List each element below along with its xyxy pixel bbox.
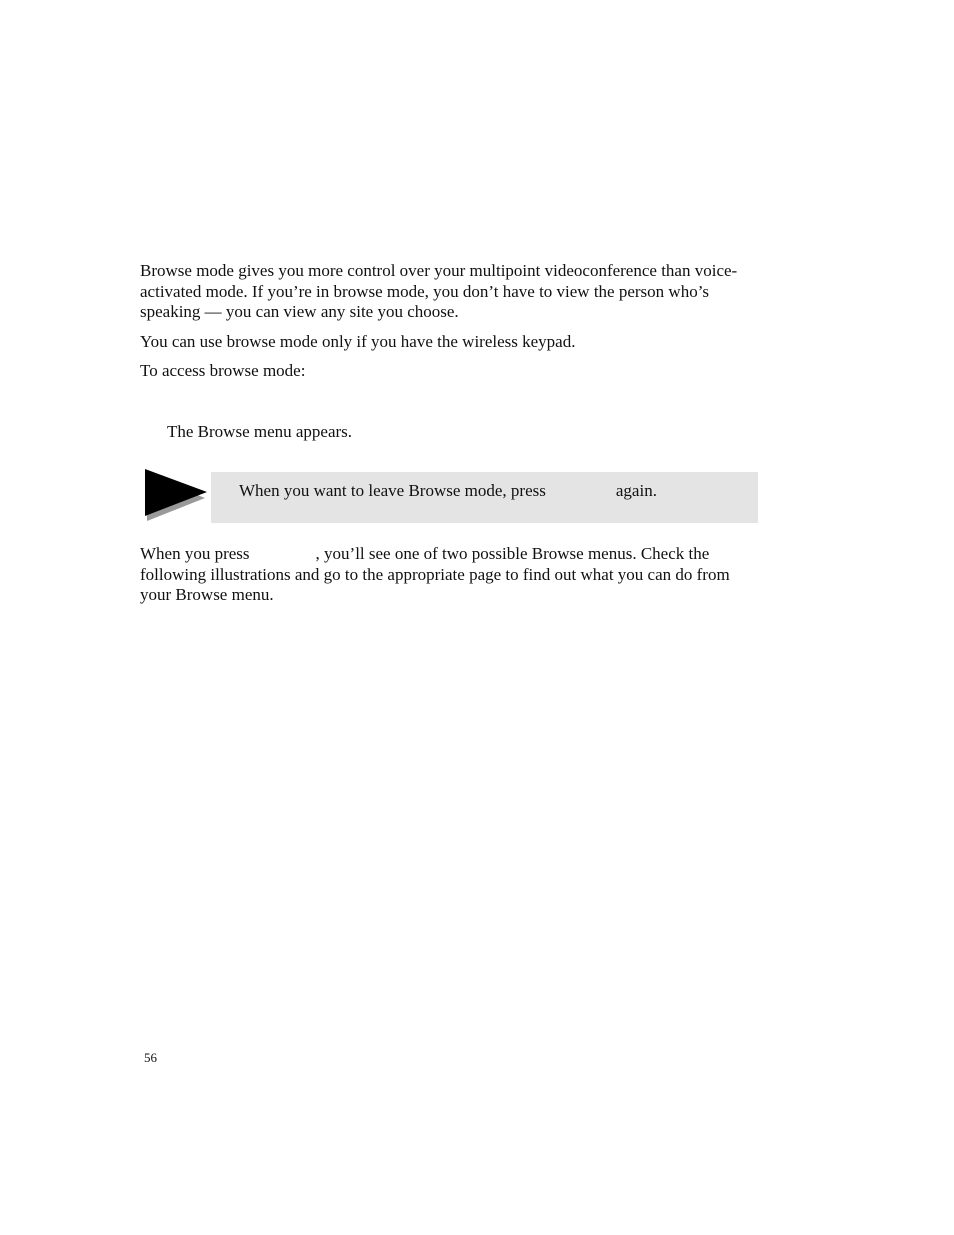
arrow-right-icon	[145, 467, 209, 523]
step-result-text: The Browse menu appears.	[167, 422, 353, 441]
page-number: 56	[144, 1050, 157, 1065]
note-text	[239, 481, 657, 502]
note-text-part1: When you want to leave Browse mode, press	[239, 481, 546, 500]
note-box	[211, 472, 758, 523]
browse-menus-text-part2: , you’ll see one of two possible Browse menus. Check the following illustrations and go to the appropriate page to find out what you can do from your Browse menu.	[140, 544, 730, 604]
access-instructions-heading: To access browse mode:	[140, 361, 306, 380]
intro-paragraph: Browse mode gives you more control over your multipoint videoconference than voice-activated mode. If you’re in browse mode, you don’t have to view the person who’s speaking — you can view any site you choose.	[140, 261, 738, 321]
note-text-part2: again.	[615, 481, 657, 500]
browse-menus-text-part1: When you press	[140, 544, 250, 563]
browse-menus-paragraph	[140, 544, 760, 606]
keypad-requirement-paragraph: You can use browse mode only if you have the wireless keypad.	[140, 332, 576, 351]
